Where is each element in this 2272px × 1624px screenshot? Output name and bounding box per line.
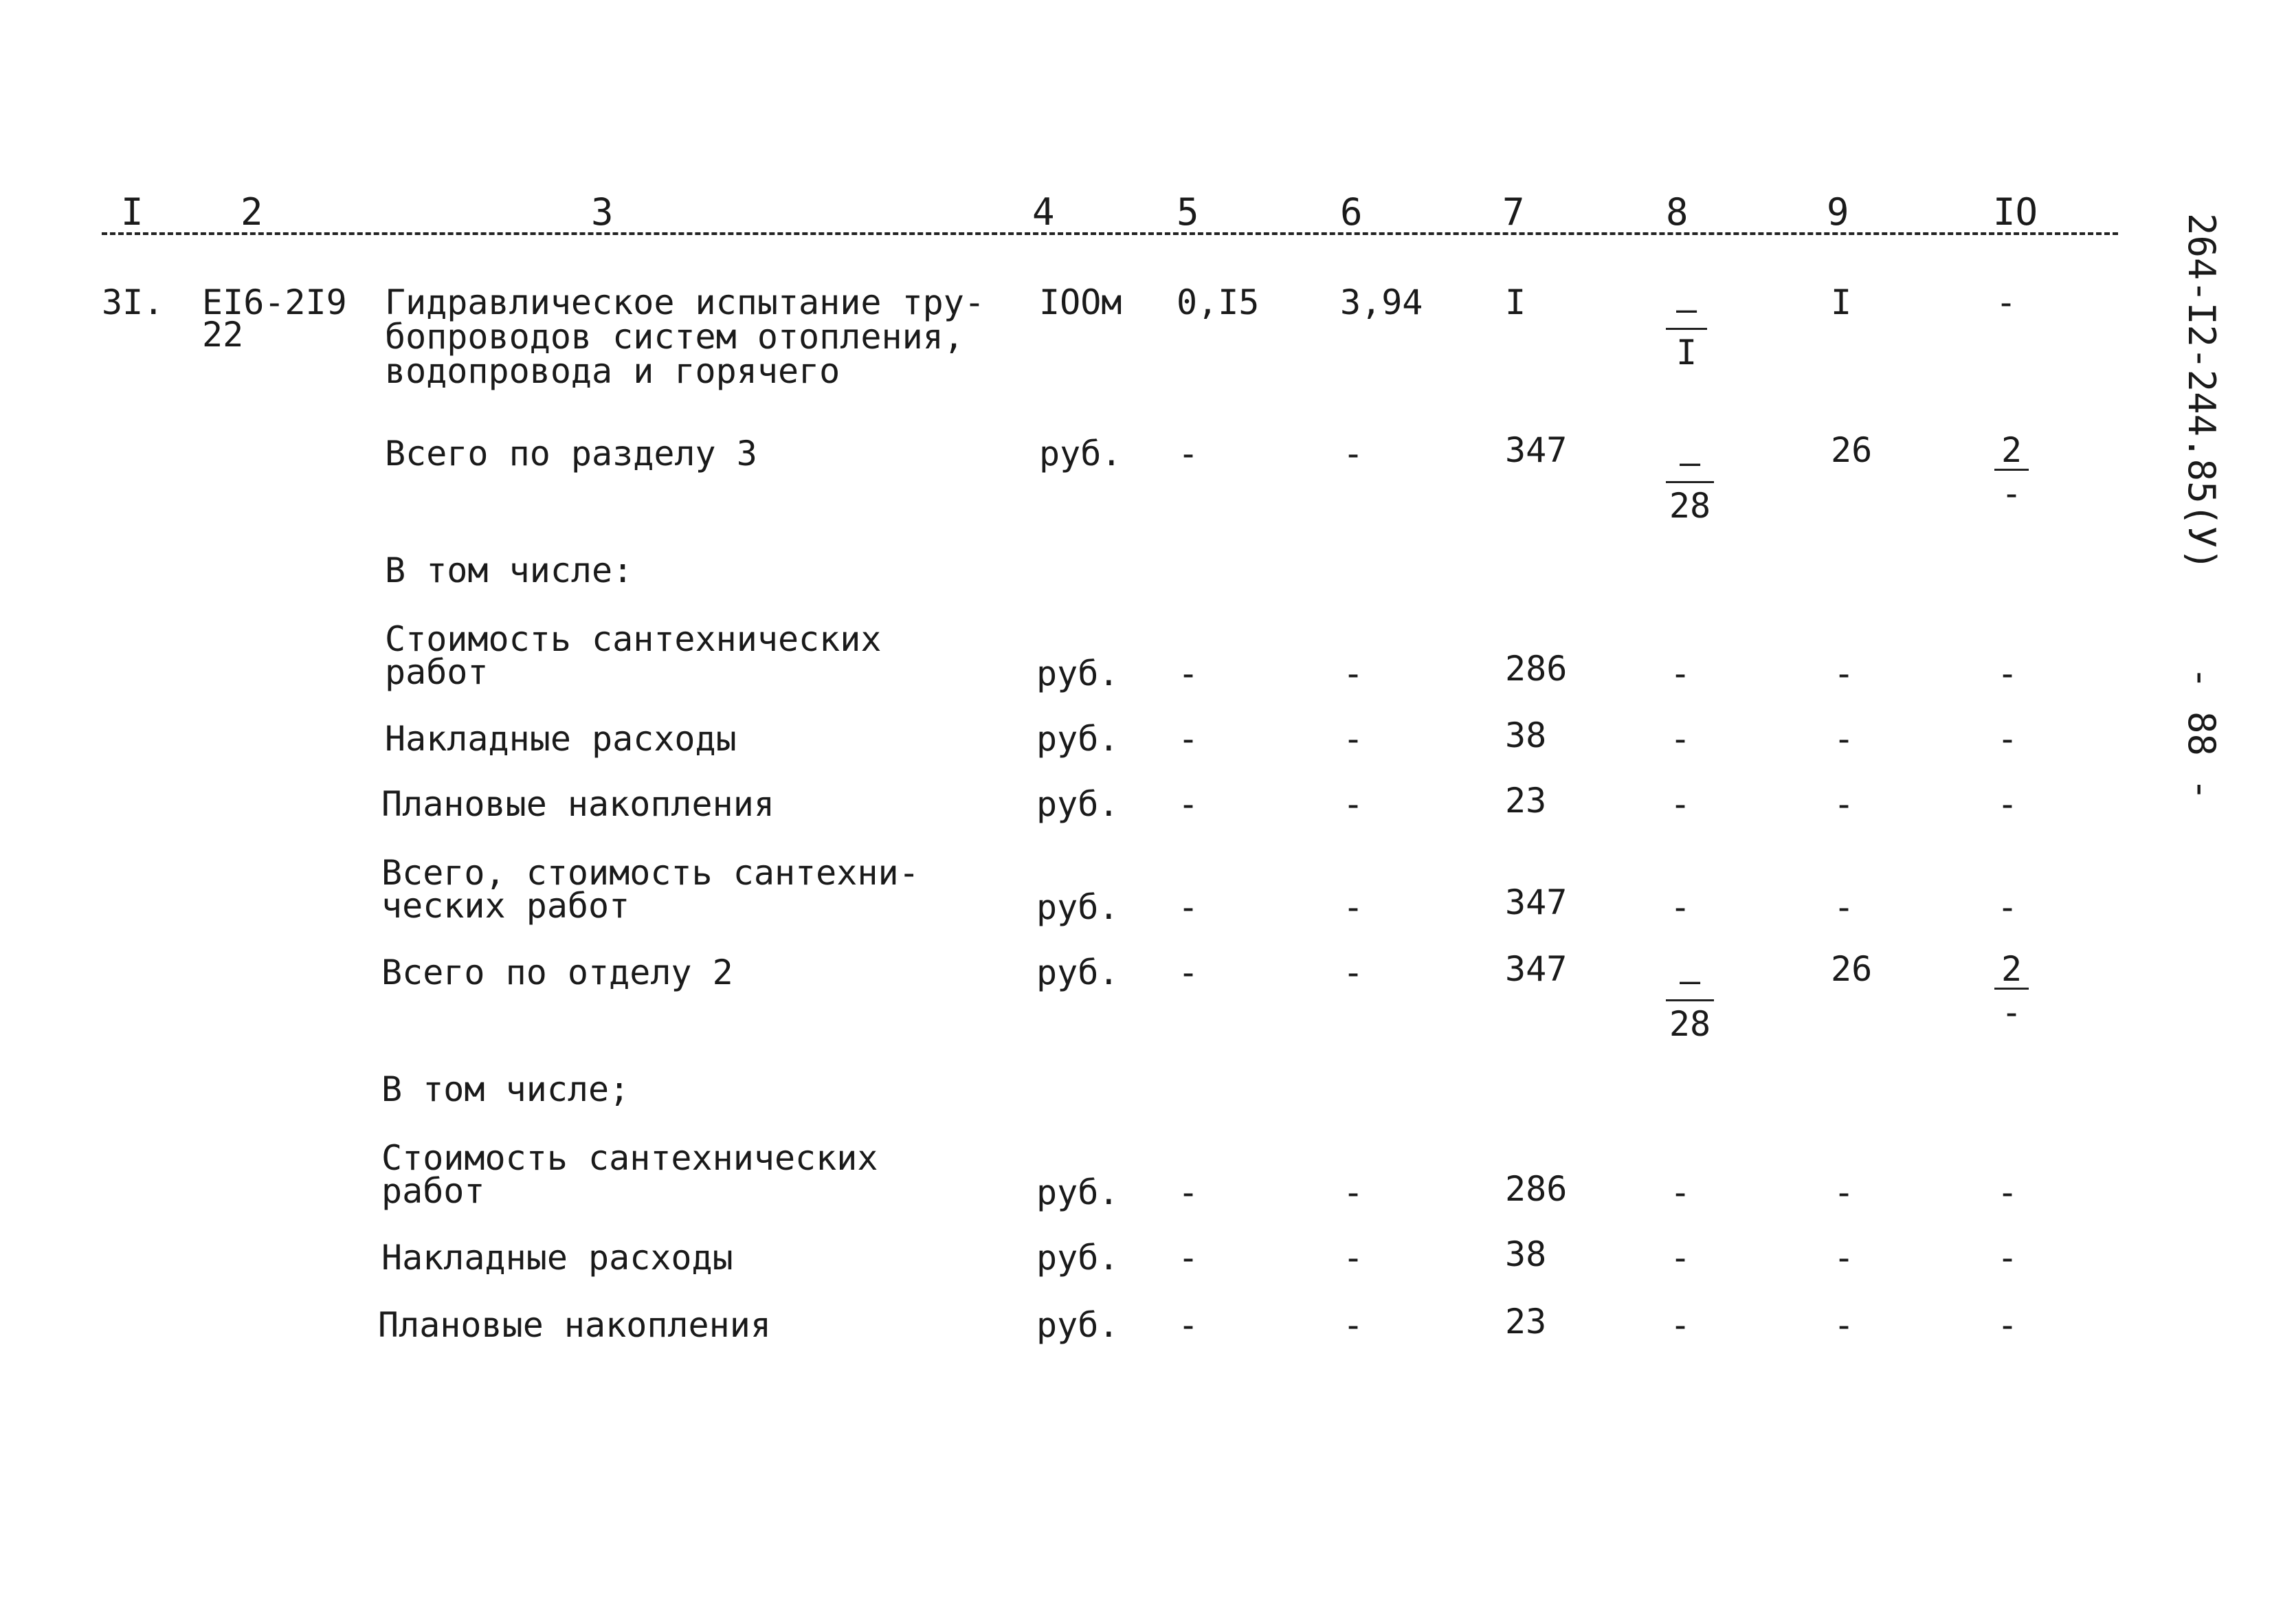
- dept-row3-col6: -: [1343, 1305, 1364, 1345]
- sec-row4-col9: -: [1834, 887, 1855, 927]
- dept-row1-col9: -: [1834, 1172, 1855, 1212]
- col-header-6: 6: [1340, 190, 1363, 234]
- fraction-denominator: 28: [1669, 486, 1711, 526]
- col-header-9: 9: [1827, 190, 1849, 234]
- section3-total-col9: 26: [1831, 430, 1873, 470]
- sec-row1-col7: 286: [1505, 649, 1568, 689]
- sec-row1-col8: -: [1670, 654, 1691, 693]
- dept-row2-col5: -: [1178, 1238, 1199, 1278]
- dept-row1-col8: -: [1670, 1172, 1691, 1212]
- sec-row1-label-line1: Стоимость сантехнических: [385, 619, 882, 659]
- col-header-5: 5: [1177, 190, 1199, 234]
- sec-row2-col6: -: [1343, 719, 1364, 759]
- sec-row1-col9: -: [1834, 654, 1855, 693]
- fraction-numerator: 2: [1994, 433, 2029, 471]
- sec-row2-col5: -: [1178, 719, 1199, 759]
- col-header-4: 4: [1032, 190, 1055, 234]
- dept-row1-unit: руб.: [1036, 1172, 1120, 1212]
- row31-desc-line2: бопроводов систем отопления,: [385, 317, 964, 357]
- row31-col8-fraction: [1666, 289, 1707, 372]
- row31-number: 3I.: [102, 282, 164, 322]
- dept-total-col9: 26: [1831, 949, 1873, 989]
- dept-total-col6: -: [1343, 953, 1364, 992]
- fraction-denominator: 28: [1669, 1004, 1711, 1044]
- row31-col5: 0,I5: [1177, 282, 1260, 322]
- sec-row4-col7: 347: [1505, 882, 1568, 922]
- col-header-8: 8: [1666, 190, 1689, 234]
- dept-including-label: В том числе;: [381, 1069, 630, 1109]
- row31-code: EI6-2I9: [202, 282, 347, 322]
- dept-total-label: Всего по отделу 2: [381, 953, 733, 992]
- row31-desc-line1: Гидравлическое испытание тру-: [385, 282, 985, 322]
- sec-row4-label-line2: ческих работ: [381, 886, 630, 926]
- sec-row4-label-line1: Всего, стоимость сантехни-: [381, 853, 920, 893]
- sec-row3-col9: -: [1834, 784, 1855, 824]
- dept-total-col7: 347: [1505, 949, 1568, 989]
- sec-row1-col6: -: [1343, 654, 1364, 693]
- dept-row3-col9: -: [1834, 1305, 1855, 1345]
- dept-row1-col7: 286: [1505, 1169, 1568, 1209]
- sec-row2-col8: -: [1670, 719, 1691, 759]
- sec-row2-unit: руб.: [1036, 719, 1120, 759]
- sec-row2-col7: 38: [1505, 715, 1547, 755]
- col-header-3: 3: [591, 190, 614, 234]
- dept-row1-col5: -: [1178, 1172, 1199, 1212]
- dept-row1-col10: -: [1997, 1172, 2018, 1212]
- dept-row2-col10: -: [1997, 1238, 2018, 1278]
- fraction-denominator: -: [2001, 992, 2023, 1032]
- dept-total-col5: -: [1178, 953, 1199, 992]
- dept-row3-label: Плановые накопления: [378, 1305, 771, 1345]
- sec-row2-label: Накладные расходы: [385, 719, 737, 759]
- sec-row1-label-line2: работ: [385, 652, 489, 692]
- sec-row2-col10: -: [1997, 719, 2018, 759]
- sec-row1-col10: -: [1997, 654, 2018, 693]
- dept-total-col8-fraction: [1666, 961, 1714, 1044]
- col-header-7: 7: [1502, 190, 1525, 234]
- sec-row3-unit: руб.: [1036, 784, 1120, 824]
- document-code: 264-I2-244.85(У): [2180, 213, 2223, 571]
- sec-row3-label: Плановые накопления: [381, 784, 775, 824]
- row31-unit: IООм: [1039, 282, 1122, 322]
- dept-row3-col5: -: [1178, 1305, 1199, 1345]
- dept-row2-label: Накладные расходы: [381, 1238, 733, 1278]
- sec-row4-col6: -: [1343, 887, 1364, 927]
- dept-row1-col6: -: [1343, 1172, 1364, 1212]
- header-rule: [102, 232, 2118, 235]
- dept-row3-col8: -: [1670, 1305, 1691, 1345]
- dept-total-col10-fraction: [1994, 949, 2029, 1032]
- dept-row1-label-line2: работ: [381, 1171, 485, 1211]
- fraction-numerator: –: [1666, 445, 1714, 483]
- dept-row2-unit: руб.: [1036, 1238, 1120, 1278]
- fraction-numerator: –: [1666, 292, 1707, 330]
- row31-col10: -: [1996, 282, 2017, 322]
- row31-col9: I: [1831, 282, 1852, 322]
- sec-row4-unit: руб.: [1036, 887, 1120, 927]
- sec-row3-col5: -: [1178, 784, 1199, 824]
- section3-total-col7: 347: [1505, 430, 1568, 470]
- row31-desc-line3: водопровода и горячего: [385, 351, 840, 391]
- sec-row3-col8: -: [1670, 784, 1691, 824]
- dept-row1-label-line1: Стоимость сантехнических: [381, 1138, 878, 1178]
- dept-row2-col6: -: [1343, 1238, 1364, 1278]
- sec-row1-unit: руб.: [1036, 654, 1120, 693]
- section3-total-col5: -: [1178, 434, 1199, 474]
- col-header-2: 2: [241, 190, 263, 234]
- sec-row3-col7: 23: [1505, 781, 1547, 821]
- dept-row2-col7: 38: [1505, 1234, 1547, 1274]
- sec-row2-col9: -: [1834, 719, 1855, 759]
- fraction-numerator: –: [1666, 964, 1714, 1001]
- dept-row3-col7: 23: [1505, 1302, 1547, 1342]
- fraction-numerator: 2: [1994, 952, 2029, 990]
- sec-row4-col5: -: [1178, 887, 1199, 927]
- row31-code-cont: 22: [202, 315, 244, 355]
- row31-col7: I: [1505, 282, 1526, 322]
- dept-total-unit: руб.: [1036, 953, 1120, 992]
- section3-total-unit: руб.: [1039, 434, 1122, 474]
- sec-row1-col5: -: [1178, 654, 1199, 693]
- col-header-1: I: [121, 190, 144, 234]
- dept-row3-col10: -: [1997, 1305, 2018, 1345]
- fraction-denominator: -: [2001, 474, 2023, 513]
- section3-total-label: Всего по разделу 3: [385, 434, 757, 474]
- sec-row4-col10: -: [1997, 887, 2018, 927]
- dept-row2-col9: -: [1834, 1238, 1855, 1278]
- sec-row3-col10: -: [1997, 784, 2018, 824]
- sec-row4-col8: -: [1670, 887, 1691, 927]
- dept-row3-unit: руб.: [1036, 1305, 1120, 1345]
- fraction-denominator: I: [1675, 333, 1697, 372]
- row31-col6: 3,94: [1340, 282, 1423, 322]
- sec-row3-col6: -: [1343, 784, 1364, 824]
- section3-total-col8-fraction: [1666, 443, 1714, 526]
- section3-total-col6: -: [1343, 434, 1364, 474]
- dept-row2-col8: -: [1670, 1238, 1691, 1278]
- section3-total-col10-fraction: [1994, 430, 2029, 513]
- col-header-10: IO: [1993, 190, 2038, 234]
- page-number: - 88 -: [2180, 667, 2223, 801]
- section3-including-label: В том числе:: [385, 550, 634, 590]
